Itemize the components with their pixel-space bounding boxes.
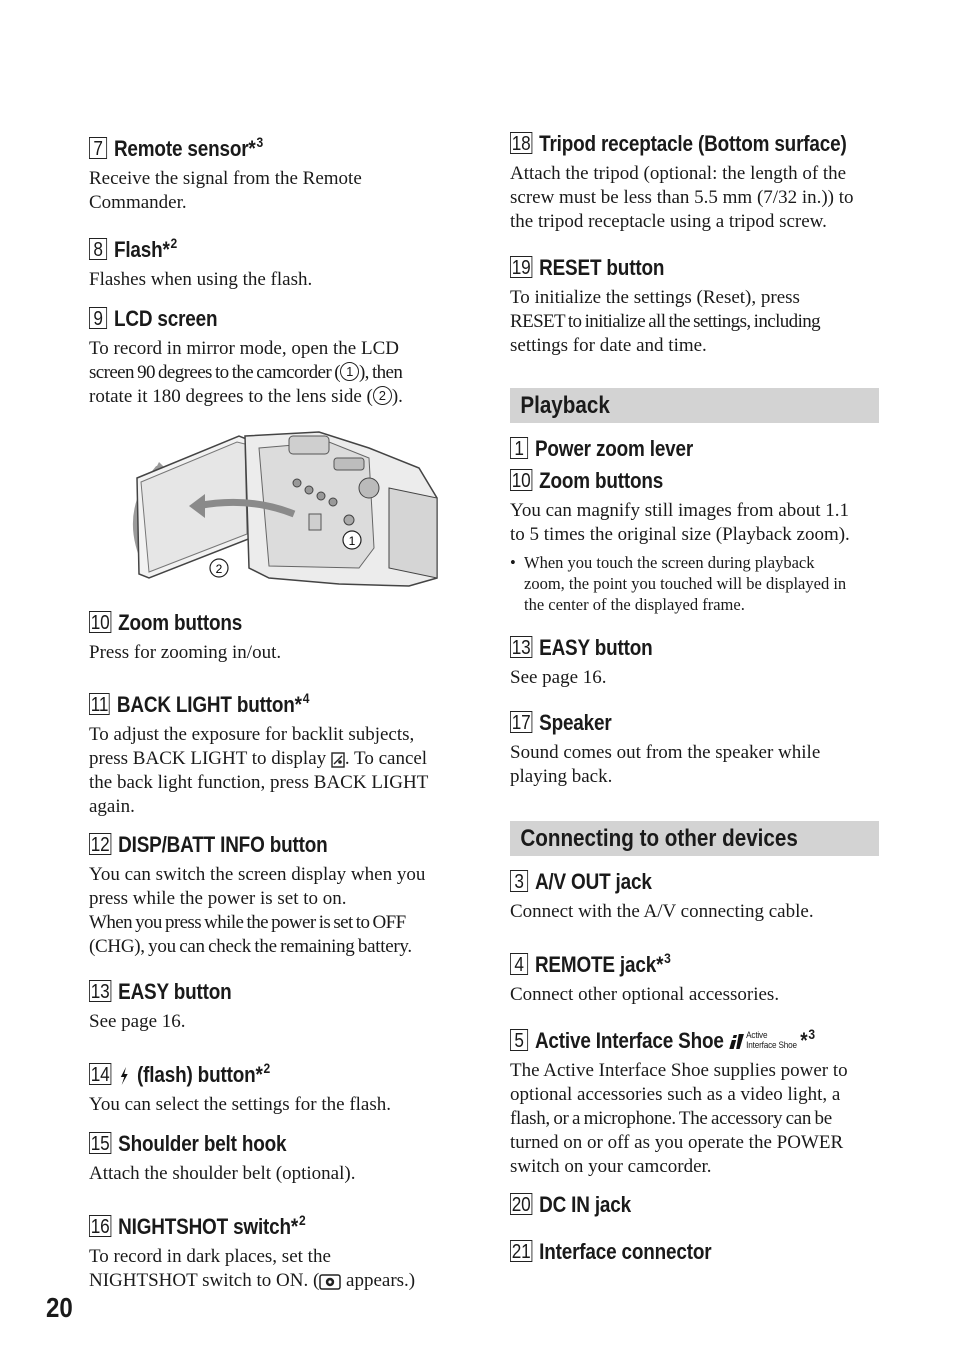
shoe-logo-icon xyxy=(729,1032,744,1050)
text-run: ). xyxy=(391,386,403,407)
desc-line: playing back. xyxy=(510,766,613,787)
flash-description xyxy=(89,268,461,292)
nightshot-description xyxy=(89,1245,461,1293)
back-light-description xyxy=(89,723,461,819)
item-number: 1 xyxy=(510,437,528,459)
playback-zoom-entry xyxy=(510,467,880,615)
active-interface-shoe-entry xyxy=(510,1020,880,1179)
text-run: . To cancel xyxy=(344,748,428,769)
desc-line: switch on your camcorder. xyxy=(510,1156,712,1177)
item-number: 10 xyxy=(511,470,531,492)
shoulder-belt-heading xyxy=(89,1130,409,1158)
back-light-entry xyxy=(89,684,461,819)
desc-line: (CHG), you can check the remaining battery. xyxy=(89,936,412,957)
text-run: screen 90 degrees to the camcorder ( xyxy=(89,362,340,383)
desc-line: Attach the tripod (optional: the length of the xyxy=(510,163,847,184)
flash-button-entry xyxy=(89,1054,461,1117)
tripod-entry xyxy=(510,130,880,234)
text-run: rotate it 180 degrees to the lens side ( xyxy=(89,386,373,407)
desc-line: See page 16. xyxy=(89,1011,186,1032)
heading-text: Tripod receptacle (Bottom surface) xyxy=(539,131,847,156)
heading-text: LCD screen xyxy=(113,306,218,331)
av-out-description xyxy=(510,900,880,924)
dc-in-heading xyxy=(510,1191,828,1219)
item-number: 16 xyxy=(90,1216,110,1238)
desc-line: Sound comes out from the speaker while xyxy=(510,742,821,763)
interface-connector-heading xyxy=(510,1238,828,1266)
active-interface-shoe-description xyxy=(510,1059,880,1179)
disp-batt-description xyxy=(89,863,461,959)
footnote-ref: 3 xyxy=(808,1026,815,1042)
interface-connector-entry xyxy=(510,1238,880,1266)
desc-line: optional accessories such as a video light, a xyxy=(510,1084,841,1105)
remote-sensor-heading xyxy=(89,128,409,163)
desc-line: again. xyxy=(89,796,135,817)
remote-jack-heading xyxy=(510,944,828,979)
flash-button-heading xyxy=(89,1054,409,1089)
desc-line: To record in dark places, set the xyxy=(89,1246,331,1267)
heading-text: Remote sensor* xyxy=(113,136,256,161)
item-number: 20 xyxy=(511,1194,531,1216)
heading-text: BACK LIGHT button* xyxy=(116,692,302,717)
section-title: Connecting to other devices xyxy=(520,825,798,852)
circled-number: 1 xyxy=(340,362,359,381)
remote-jack-description xyxy=(510,983,880,1007)
footnote-ref: 4 xyxy=(302,690,310,706)
desc-line: You can magnify still images from about 1.1 xyxy=(510,500,849,521)
speaker-description xyxy=(510,741,880,789)
reset-entry xyxy=(510,254,880,358)
easy-button-entry xyxy=(89,978,461,1034)
item-number: 14 xyxy=(90,1064,110,1086)
nightshot-entry xyxy=(89,1206,461,1293)
nightshot-heading xyxy=(89,1206,409,1241)
heading-text: REMOTE jack* xyxy=(534,952,664,977)
flash-button-description xyxy=(89,1093,461,1117)
active-interface-shoe-logo xyxy=(729,1031,797,1051)
desc-line: turned on or off as you operate the POWER xyxy=(510,1132,844,1153)
circled-number: 2 xyxy=(373,386,392,405)
heading-text: A/V OUT jack xyxy=(534,869,652,894)
item-number: 11 xyxy=(90,694,109,716)
flash-bolt-icon xyxy=(118,1066,130,1086)
power-zoom-entry xyxy=(510,435,880,463)
item-number: 12 xyxy=(90,834,110,856)
heading-text: EASY button xyxy=(539,635,653,660)
text-run: ), then xyxy=(358,362,403,383)
desc-line: See page 16. xyxy=(510,667,607,688)
bullet: • xyxy=(510,553,516,572)
desc-line: the tripod receptacle using a tripod screw. xyxy=(510,211,827,232)
heading-text: Power zoom lever xyxy=(534,436,694,461)
camcorder-illustration xyxy=(119,428,439,593)
easy-button-heading xyxy=(89,978,409,1006)
desc-line xyxy=(89,747,461,771)
desc-line: Connect other optional accessories. xyxy=(510,984,780,1005)
heading-suffix: * xyxy=(800,1028,808,1053)
tripod-description xyxy=(510,162,880,234)
camcorder-drawing xyxy=(119,428,439,588)
desc-line: press while the power is set to on. xyxy=(89,888,347,909)
note-line: When you touch the screen during playback xyxy=(524,553,815,572)
heading-text: Zoom buttons xyxy=(118,610,243,635)
footnote-ref: 2 xyxy=(170,235,178,251)
heading-text: Interface connector xyxy=(539,1239,712,1264)
note-line: the center of the displayed frame. xyxy=(524,595,745,614)
item-number: 7 xyxy=(89,137,107,159)
flash-entry xyxy=(89,229,461,292)
shoulder-belt-description xyxy=(89,1162,461,1186)
desc-line: Connect with the A/V connecting cable. xyxy=(510,901,814,922)
item-number: 13 xyxy=(511,637,531,659)
item-number: 8 xyxy=(89,238,107,260)
item-number: 19 xyxy=(511,257,531,279)
desc-line: You can switch the screen display when you xyxy=(89,864,426,885)
nightshot-icon xyxy=(319,1274,341,1290)
flash-heading xyxy=(89,229,409,264)
item-number: 13 xyxy=(90,981,110,1003)
desc-line: Receive the signal from the Remote xyxy=(89,168,362,189)
desc-line: settings for date and time. xyxy=(510,335,707,356)
dc-in-entry xyxy=(510,1191,880,1219)
footnote-ref: 3 xyxy=(664,950,671,966)
zoom-buttons-entry xyxy=(89,609,461,665)
desc-line xyxy=(89,1269,461,1293)
desc-line: the back light function, press BACK LIGHT xyxy=(89,772,429,793)
heading-text: (flash) button* xyxy=(137,1062,263,1087)
heading-text: DISP/BATT INFO button xyxy=(118,832,328,857)
playback-section-header xyxy=(510,388,879,423)
item-number: 5 xyxy=(510,1029,528,1051)
item-number: 18 xyxy=(511,133,531,155)
heading-text: Speaker xyxy=(539,710,612,735)
easy-playback-entry xyxy=(510,634,880,690)
zoom-buttons-heading xyxy=(89,609,409,637)
heading-text: DC IN jack xyxy=(539,1192,631,1217)
note-line: zoom, the point you touched will be displayed in xyxy=(524,574,847,593)
item-number: 17 xyxy=(511,712,531,734)
item-number: 10 xyxy=(90,612,110,634)
text-run: appears.) xyxy=(341,1270,416,1291)
footnote-ref: 2 xyxy=(263,1060,271,1076)
desc-line: To initialize the settings (Reset), press xyxy=(510,287,800,308)
easy-playback-description xyxy=(510,666,880,690)
heading-text: EASY button xyxy=(118,979,232,1004)
backlight-icon xyxy=(331,752,345,768)
text-run: NIGHTSHOT switch to ON. ( xyxy=(89,1270,320,1291)
speaker-entry xyxy=(510,709,880,789)
logo-text: Active xyxy=(746,1030,768,1041)
figure-label-2: 2 xyxy=(215,562,223,576)
disp-batt-heading xyxy=(89,831,409,859)
remote-sensor-entry xyxy=(89,128,461,215)
reset-heading xyxy=(510,254,828,282)
page-number: 20 xyxy=(46,1292,73,1323)
remote-jack-entry xyxy=(510,944,880,1007)
reset-description xyxy=(510,286,880,358)
active-interface-shoe-heading xyxy=(510,1020,828,1055)
easy-playback-heading xyxy=(510,634,828,662)
item-number: 21 xyxy=(511,1241,531,1263)
playback-zoom-heading xyxy=(510,467,828,495)
zoom-buttons-description xyxy=(89,641,461,665)
desc-line xyxy=(89,361,461,385)
playback-zoom-note xyxy=(510,552,880,615)
desc-line: To adjust the exposure for backlit subjects, xyxy=(89,724,415,745)
desc-line: To record in mirror mode, open the LCD xyxy=(89,338,399,359)
playback-zoom-description xyxy=(510,499,880,547)
section-title: Playback xyxy=(520,392,610,419)
desc-line: screw must be less than 5.5 mm (7/32 in.)) to xyxy=(510,187,854,208)
lcd-screen-description xyxy=(89,337,461,409)
footnote-ref: 3 xyxy=(256,134,263,150)
heading-text: Shoulder belt hook xyxy=(118,1131,287,1156)
footnote-ref: 2 xyxy=(298,1212,306,1228)
heading-text: RESET button xyxy=(539,255,665,280)
desc-line: Attach the shoulder belt (optional). xyxy=(89,1163,356,1184)
heading-text: NIGHTSHOT switch* xyxy=(118,1214,299,1239)
item-number: 15 xyxy=(90,1133,110,1155)
power-zoom-heading xyxy=(510,435,828,463)
heading-text: Active Interface Shoe xyxy=(534,1028,724,1053)
text-run: press BACK LIGHT to display xyxy=(89,748,331,769)
desc-line: When you press while the power is set to OFF xyxy=(89,912,406,933)
desc-line: The Active Interface Shoe supplies power to xyxy=(510,1060,848,1081)
item-number: 9 xyxy=(89,307,107,329)
av-out-entry xyxy=(510,868,880,924)
back-light-heading xyxy=(89,684,409,719)
desc-line: Press for zooming in/out. xyxy=(89,642,282,663)
disp-batt-entry xyxy=(89,831,461,959)
heading-text: Zoom buttons xyxy=(539,468,664,493)
shoulder-belt-entry xyxy=(89,1130,461,1186)
connecting-section-header xyxy=(510,821,879,856)
lcd-screen-entry xyxy=(89,305,461,409)
lcd-screen-heading xyxy=(89,305,409,333)
item-number: 4 xyxy=(510,953,528,975)
desc-line: flash, or a microphone. The accessory can be xyxy=(510,1108,832,1129)
figure-label-1: 1 xyxy=(348,534,356,548)
desc-line: Flashes when using the flash. xyxy=(89,269,313,290)
easy-button-description xyxy=(89,1010,461,1034)
desc-line xyxy=(89,385,461,409)
item-number: 3 xyxy=(510,870,528,892)
desc-line: RESET to initialize all the settings, including xyxy=(510,311,821,332)
speaker-heading xyxy=(510,709,828,737)
remote-sensor-description xyxy=(89,167,461,215)
av-out-heading xyxy=(510,868,828,896)
tripod-heading xyxy=(510,130,847,158)
heading-text: Flash* xyxy=(113,237,170,262)
desc-line: Commander. xyxy=(89,192,187,213)
desc-line: to 5 times the original size (Playback zoom). xyxy=(510,524,850,545)
logo-text: Interface Shoe xyxy=(746,1040,797,1051)
desc-line: You can select the settings for the flash. xyxy=(89,1094,392,1115)
